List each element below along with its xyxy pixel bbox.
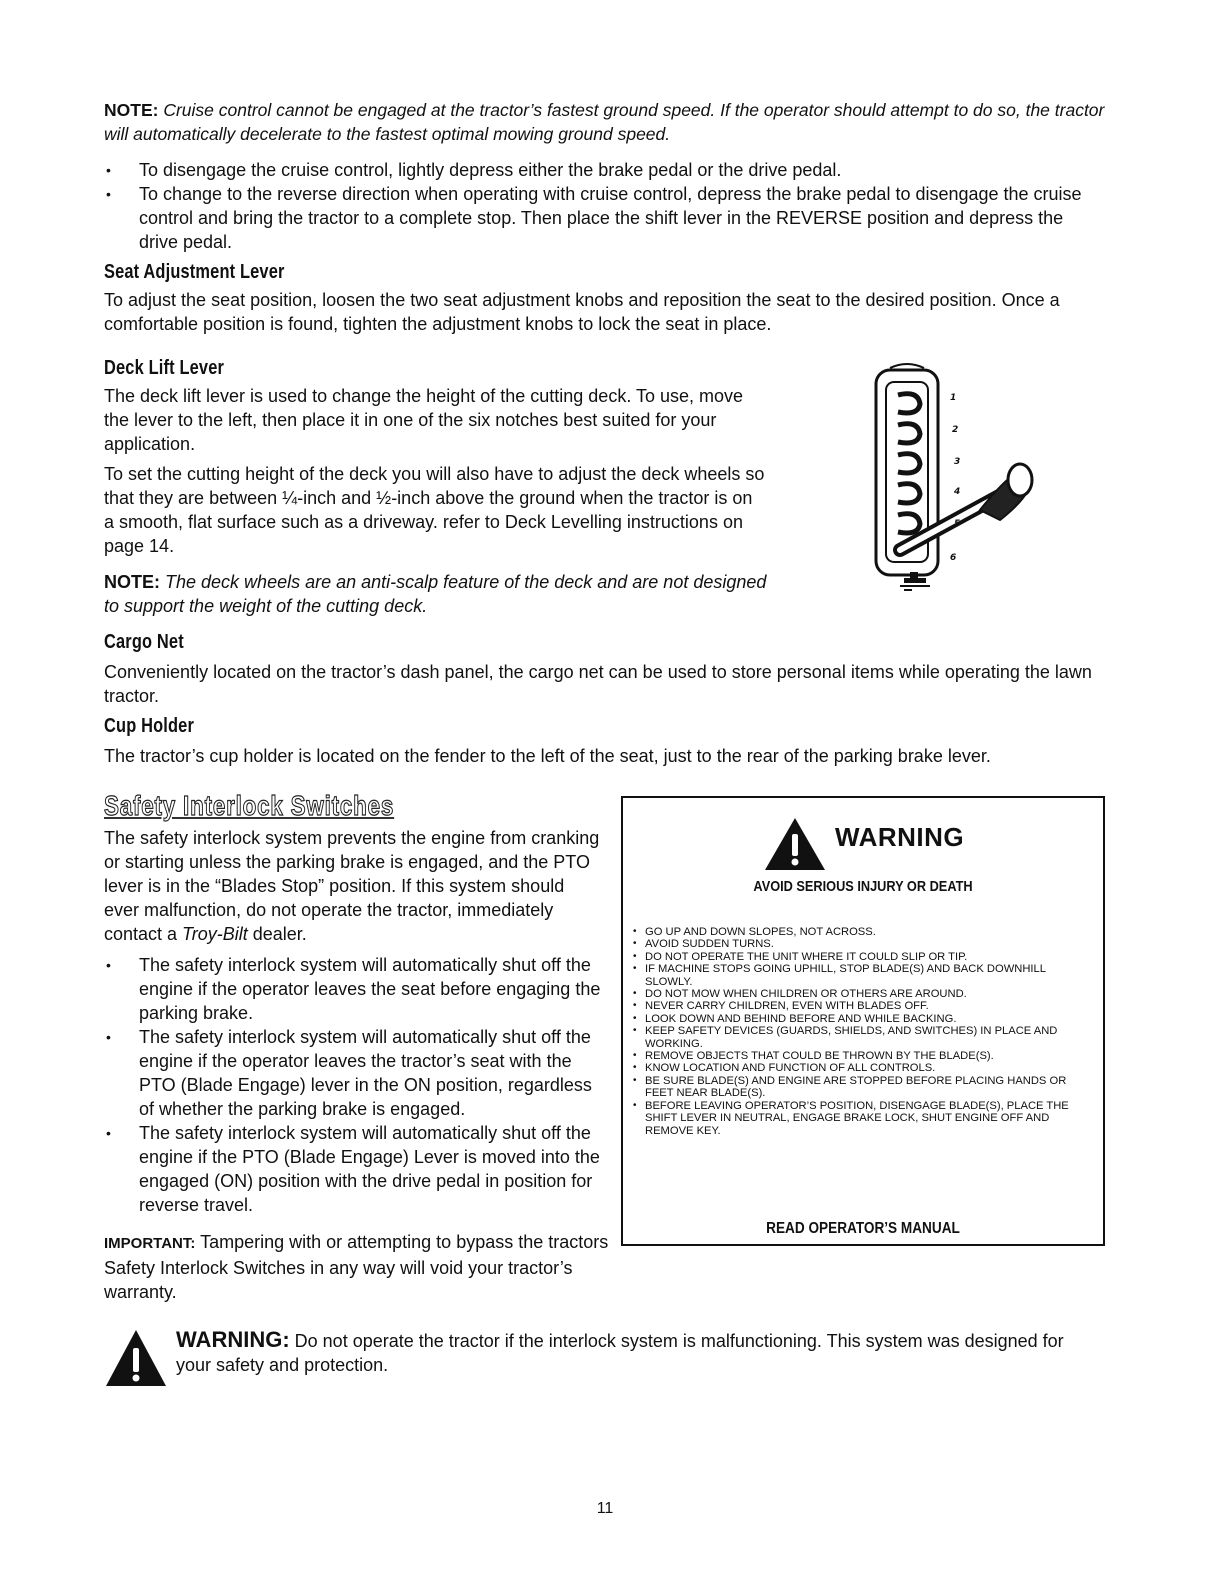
list-item: • To disengage the cruise control, lightly depress either the brake pedal or the drive pedal.	[104, 158, 1104, 182]
note-text: Cruise control cannot be engaged at the tractor’s fastest ground speed. If the operator should attempt to do so, the tractor will automatically decelerate to the fastest optimal mowing ground speed.	[104, 100, 1105, 144]
list-item: • BE SURE BLADE(S) AND ENGINE ARE STOPPED BEFORE PLACING HANDS OR FEET NEAR BLADE(S).	[633, 1075, 1088, 1100]
notch-label: 3	[954, 457, 961, 467]
warning-subtitle: AVOID SERIOUS INJURY OR DEATH	[753, 878, 973, 895]
deck-lift-lever-illustration	[860, 360, 1050, 600]
safety-interlock-title: Safety Interlock Switches	[104, 790, 395, 821]
interlock-intro-end: dealer.	[247, 924, 307, 944]
deck-lift-para2: To set the cutting height of the deck you will also have to adjust the deck wheels so that they are between ¼-inch and ½-inch above the ground when the tractor is on a smooth, flat surface such as a driveway. refer to Deck Levelling instructions on page 14.	[104, 464, 765, 556]
important-text: Tampering with or attempting to bypass the tractors Safety Interlock Switches in any way will void your tractor’s warranty.	[104, 1232, 609, 1302]
warning-title: WARNING	[835, 822, 965, 852]
seat-adjustment-text: To adjust the seat position, loosen the two seat adjustment knobs and reposition the seat to the desired position. Once a comfortable position is found, tighten the adjustment knobs to lock the seat in place.	[104, 290, 1060, 334]
top-note	[104, 98, 1114, 146]
interlock-bullet-list	[104, 953, 606, 1217]
brand-name: Troy-Bilt	[182, 924, 248, 944]
list-item: • GO UP AND DOWN SLOPES, NOT ACROSS.	[633, 926, 1088, 938]
cargo-net-text: Conveniently located on the tractor’s dash panel, the cargo net can be used to store personal items while operating the lawn tractor.	[104, 662, 1092, 706]
cup-holder-text: The tractor’s cup holder is located on the fender to the left of the seat, just to the rear of the parking brake lever.	[104, 746, 991, 766]
list-item: • NEVER CARRY CHILDREN, EVEN WITH BLADES OFF.	[633, 1000, 1088, 1012]
list-item: • DO NOT OPERATE THE UNIT WHERE IT COULD SLIP OR TIP.	[633, 951, 1088, 963]
read-manual-label: READ OPERATOR’S MANUAL	[766, 1220, 960, 1237]
notch-label: 1	[950, 393, 957, 403]
bottom-warning-text: Do not operate the tractor if the interlock system is malfunctioning. This system was designed for your safety and protection.	[176, 1331, 1064, 1375]
bottom-warning-label: WARNING:	[176, 1327, 290, 1352]
interlock-intro	[104, 826, 604, 946]
list-item: • AVOID SUDDEN TURNS.	[633, 938, 1088, 950]
seat-adjustment-heading: Seat Adjustment Lever	[104, 261, 285, 283]
list-item: • The safety interlock system will automatically shut off the engine if the operator leaves the tractor’s seat with the PTO (Blade Engage) lever in the ON position, regardless of whether the parking brake is engaged.	[104, 1025, 606, 1121]
list-item: • LOOK DOWN AND BEHIND BEFORE AND WHILE BACKING.	[633, 1013, 1088, 1025]
cup-holder-heading: Cup Holder	[104, 715, 195, 737]
notch-label: 4	[954, 487, 961, 497]
list-item: • DO NOT MOW WHEN CHILDREN OR OTHERS ARE AROUND.	[633, 988, 1088, 1000]
note-label: NOTE:	[104, 572, 160, 592]
list-item: • KNOW LOCATION AND FUNCTION OF ALL CONTROLS.	[633, 1062, 1088, 1074]
list-item: • To change to the reverse direction when operating with cruise control, depress the brake pedal to disengage the cruise control and bring the tractor to a complete stop. Then place the shift lever in the REVERSE position and depress the drive pedal.	[104, 182, 1104, 254]
list-item: • BEFORE LEAVING OPERATOR’S POSITION, DISENGAGE BLADE(S), PLACE THE SHIFT LEVER IN NEUTRAL, ENGAGE BRAKE LOCK, SHUT ENGINE OFF AND REMOVE KEY.	[633, 1100, 1088, 1137]
warning-triangle-icon	[104, 1328, 168, 1388]
bottom-warning	[176, 1328, 1076, 1377]
notch-label: 2	[952, 425, 959, 435]
interlock-intro-text: The safety interlock system prevents the engine from cranking or starting unless the parking brake is engaged, and the PTO lever is in the “Blades Stop” position. If this system should ever malfunction, do not operate the tractor, immediately contact a	[104, 828, 600, 944]
cruise-bullet-list	[104, 158, 1104, 254]
list-item: • The safety interlock system will automatically shut off the engine if the PTO (Blade Engage) Lever is moved into the engaged (ON) position with the drive pedal in position for reverse travel.	[104, 1121, 606, 1217]
list-item: • KEEP SAFETY DEVICES (GUARDS, SHIELDS, AND SWITCHES) IN PLACE AND WORKING.	[633, 1025, 1088, 1050]
list-item: • REMOVE OBJECTS THAT COULD BE THROWN BY THE BLADE(S).	[633, 1050, 1088, 1062]
deck-lift-para1: The deck lift lever is used to change the height of the cutting deck. To use, move the lever to the left, then place it in one of the six notches best suited for your application.	[104, 386, 744, 454]
deck-lift-heading: Deck Lift Lever	[104, 357, 225, 379]
important-note	[104, 1230, 609, 1304]
note-text: The deck wheels are an anti-scalp feature of the deck and are not designed to support the weight of the cutting deck.	[104, 572, 767, 616]
warning-list	[633, 926, 1088, 1137]
notch-label: 6	[950, 553, 957, 563]
notch-label: 5	[954, 519, 961, 529]
page-number: 11	[596, 1500, 614, 1517]
list-item: • The safety interlock system will automatically shut off the engine if the operator leaves the seat before engaging the parking brake.	[104, 953, 606, 1025]
warning-triangle-icon	[763, 816, 827, 872]
deck-note	[104, 570, 774, 618]
note-label: NOTE:	[104, 100, 159, 120]
cargo-net-heading: Cargo Net	[104, 631, 184, 653]
list-item: • IF MACHINE STOPS GOING UPHILL, STOP BLADE(S) AND BACK DOWNHILL SLOWLY.	[633, 963, 1088, 988]
warning-box	[621, 796, 1105, 1246]
important-label: IMPORTANT:	[104, 1235, 196, 1252]
